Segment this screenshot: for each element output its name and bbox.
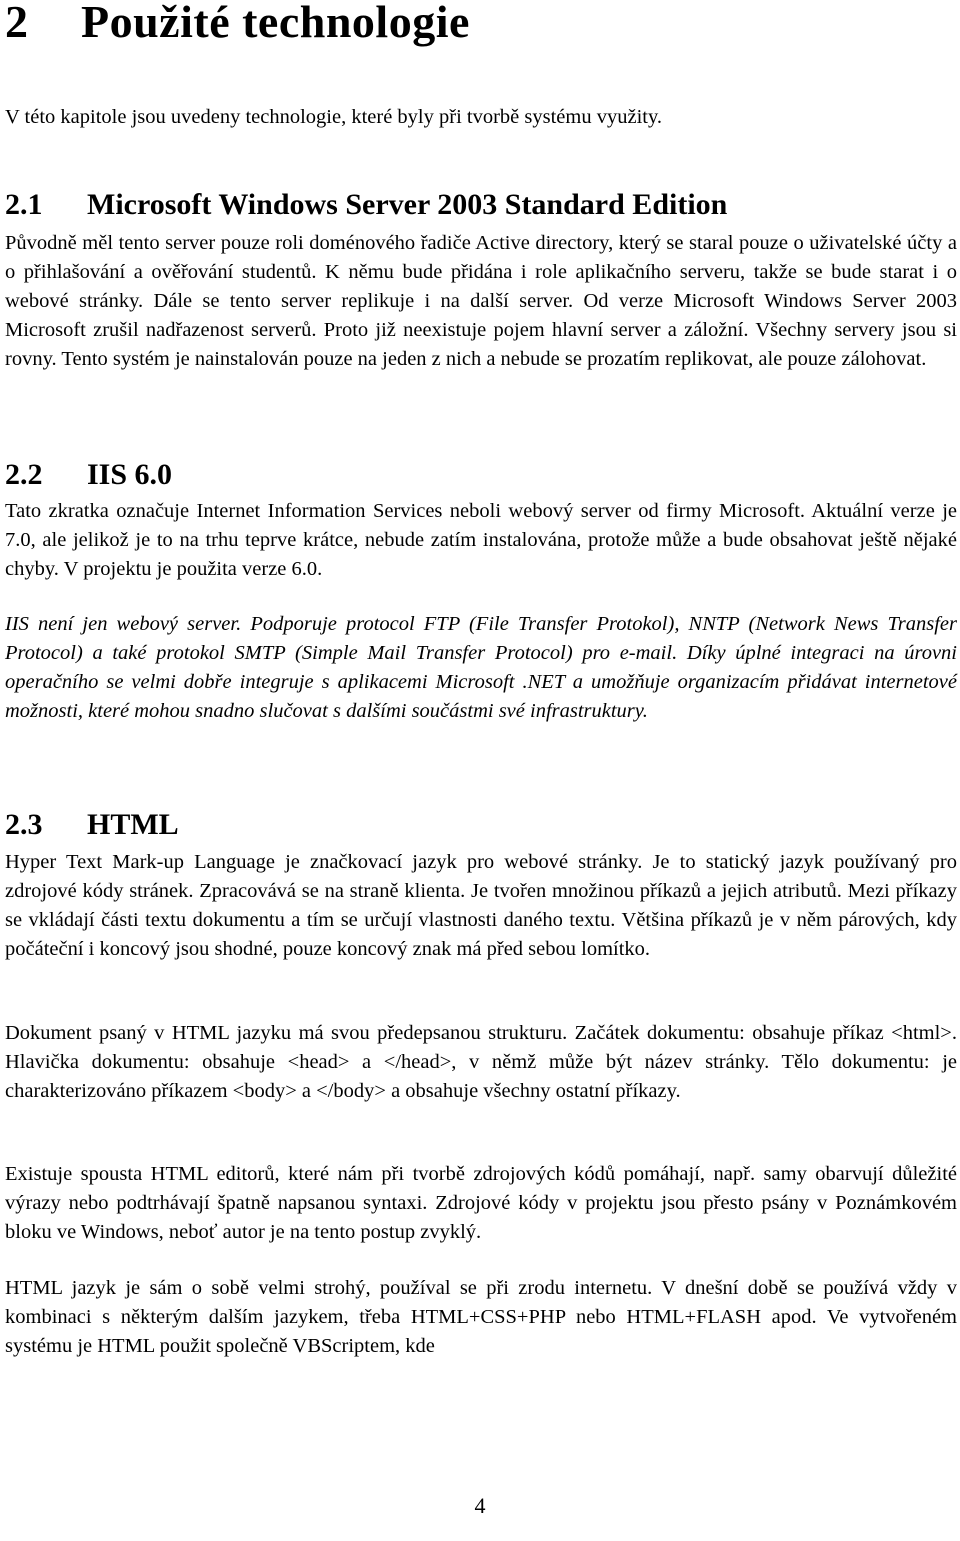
section-number: 2.3 <box>5 808 43 841</box>
section-2-2-paragraph-2: IIS není jen webový server. Podporuje protocol FTP (File Transfer Protokol), NNTP (Network News Transfer Protocol) a také protokol SMTP (Simple Mail Transfer Protocol) pro e-mail. Díky úplné integraci na úrovni operačního se velmi dobře integruje s aplikacemi Microsoft .NET a umožňuje organizacím přidávat internetové možnosti, které mohou snadno slučovat s dalšími součástmi své infrastruktury. <box>5 613 957 722</box>
section-2-3-paragraph-1: Hyper Text Mark-up Language je značkovací jazyk pro webové stránky. Je to statický jazyk používaný pro zdrojové kódy stránek. Zpracovává se na straně klienta. Je tvořen množinou příkazů a jejich atributů. Mezi příkazy se vkládají části textu dokumentu a tím se určují vlastnosti daného textu. Většina příkazů je v něm párových, kdy počáteční i koncový jsou shodné, pouze koncový znak má před sebou lomítko. <box>5 851 957 960</box>
section-title: IIS 6.0 <box>87 458 173 491</box>
section-2-3-paragraph-2: Dokument psaný v HTML jazyku má svou předepsanou strukturu. Začátek dokumentu: obsahuje příkaz <html>. Hlavička dokumentu: obsahuje <head> a </head>, v němž může být název stránky. Tělo dokumentu: je charakterizováno příkazem <body> a </body> a obsahuje všechny ostatní příkazy. <box>5 1022 957 1102</box>
intro-paragraph: V této kapitole jsou uvedeny technologie, které byly při tvorbě systému využity. <box>5 106 663 128</box>
section-title: Microsoft Windows Server 2003 Standard Edition <box>87 188 728 221</box>
section-2-3-paragraph-3: Existuje spousta HTML editorů, které nám při tvorbě zdrojových kódů pomáhají, např. samy obarvují důležité výrazy nebo podtrhávají špatně napsanou syntaxi. Zdrojové kódy v projektu jsou přesto psány v Poznámkovém bloku ve Windows, neboť autor je na tento postup zvyklý. <box>5 1163 957 1243</box>
section-number: 2.1 <box>5 188 43 221</box>
chapter-number: 2 <box>5 0 29 47</box>
section-heading-2-1 <box>5 188 957 222</box>
section-number: 2.2 <box>5 458 43 491</box>
section-heading-2-2 <box>5 458 957 492</box>
chapter-title: Použité technologie <box>81 0 470 47</box>
section-2-2-paragraph-1: Tato zkratka označuje Internet Information Services neboli webový server od firmy Microsoft. Aktuální verze je 7.0, ale jelikož je to na trhu teprve krátce, nebude zatím instalována, protože může a bude obsahovat ještě nějaké chyby. V projektu je použita verze 6.0. <box>5 500 957 580</box>
section-title: HTML <box>87 808 179 841</box>
page-number: 4 <box>474 1493 486 1518</box>
section-2-3-paragraph-4: HTML jazyk je sám o sobě velmi strohý, používal se při zrodu internetu. V dnešní době se používá vždy v kombinaci s některým dalším jazykem, třeba HTML+CSS+PHP nebo HTML+FLASH apod. Ve vytvořeném systému je HTML použit společně VBScriptem, kde <box>5 1277 957 1357</box>
section-heading-2-3 <box>5 808 957 842</box>
section-2-1-paragraph-1: Původně měl tento server pouze roli doménového řadiče Active directory, který se staral pouze o uživatelské účty a o přihlašování a ověřování studentů. K němu bude přidána i role aplikačního serveru, takže se bude starat i o webové stránky. Dále se tento server replikuje i na další server. Od verze Microsoft Windows Server 2003 Microsoft zrušil nadřazenost serverů. Proto již neexistuje pojem hlavní server a záložní. Všechny servery jsou si rovny. Tento systém je nainstalován pouze na jeden z nich a nebude se prozatím replikovat, ale pouze zálohovat. <box>5 232 957 370</box>
chapter-heading <box>5 0 957 48</box>
